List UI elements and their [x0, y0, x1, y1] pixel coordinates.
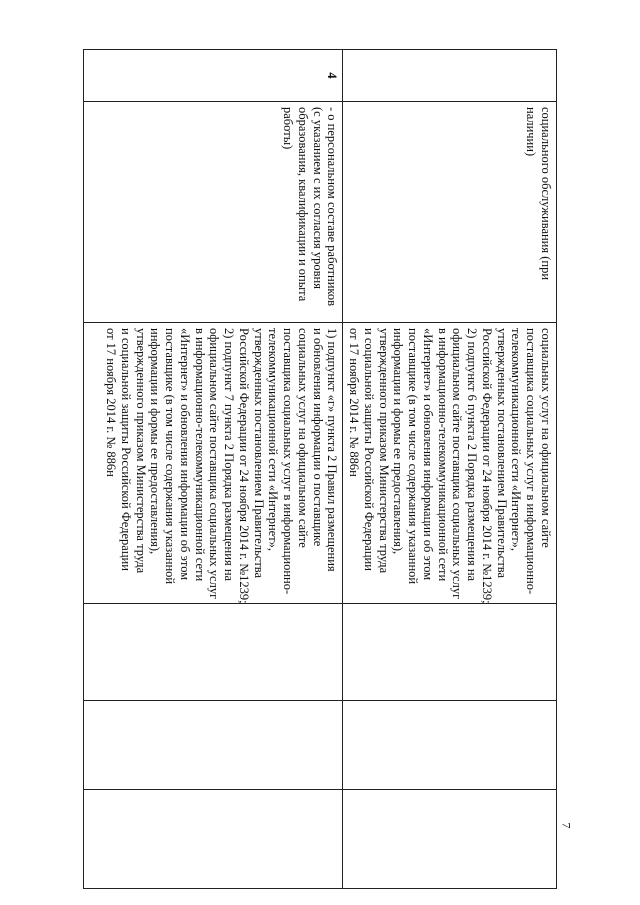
table-row — [343, 50, 557, 889]
source-line: в информационно-телекоммуникационной сети — [192, 328, 207, 582]
criteria-table — [84, 49, 558, 889]
criterion-line: работы) — [281, 107, 296, 150]
row-number-cell — [343, 50, 557, 102]
source-line: социальных услуг на официальном сайте — [296, 328, 310, 548]
source-line: в информационно-телекоммуникационной сети — [435, 328, 450, 582]
empty-cell — [343, 701, 557, 790]
empty-cell — [343, 790, 557, 889]
source-line: поставщике (в том числе содержания указанной — [406, 328, 421, 585]
source-line: от 17 ноября 2014 г. № 886н — [104, 328, 119, 477]
row-number-cell: 4 — [84, 50, 343, 102]
source-line: утвержденного приказом Министерства труда — [376, 328, 391, 574]
source-line: 2) подпункт 6 пункта 2 Порядка размещения на — [465, 328, 480, 582]
source-line: и обновления информации о поставщике — [310, 328, 325, 547]
empty-cell — [84, 701, 343, 790]
legal-source-cell — [84, 323, 343, 604]
source-line: телекоммуникационной сети «Интернет», — [509, 328, 524, 552]
source-line: поставщика социальных услуг в информационно- — [524, 328, 539, 595]
source-line: утвержденных постановлением Правительства — [494, 328, 509, 579]
source-line: поставщика социальных услуг в информационно- — [281, 328, 296, 595]
source-line: 1) подпункт «г» пункта 2 Правил размещения — [325, 328, 340, 572]
source-line: социальных услуг на официальном сайте — [539, 328, 553, 548]
source-line: «Интернет» и обновления информации об этом — [421, 328, 435, 581]
source-line: и социальной защиты Российской Федерации — [119, 328, 133, 571]
criterion-line: образования, квалификации и опыта — [296, 107, 310, 302]
criterion-cell — [84, 102, 343, 323]
source-line: от 17 ноября 2014 г. № 886н — [347, 328, 362, 477]
page-number: 7 — [559, 822, 574, 829]
criterion-line: наличии) — [524, 107, 539, 157]
criterion-line: - о персональном составе работников — [325, 107, 340, 306]
empty-cell — [84, 790, 343, 889]
empty-cell — [84, 604, 343, 701]
source-line: Российской Федерации от 24 ноября 2014 г. №1239; — [237, 328, 251, 604]
source-line: и социальной защиты Российской Федерации — [362, 328, 376, 571]
empty-cell — [343, 604, 557, 701]
source-line: «Интернет» и обновления информации об этом — [178, 328, 192, 581]
source-line: поставщике (в том числе содержания указанной — [163, 328, 178, 585]
criterion-cell — [343, 102, 557, 323]
criterion-line: социального обслуживания (при — [539, 107, 553, 281]
source-line: утвержденного приказом Министерства труда — [133, 328, 148, 574]
criterion-line: (с указанием с их согласия уровня — [310, 107, 325, 289]
source-line: телекоммуникационной сети «Интернет», — [266, 328, 281, 552]
rotated-table-wrapper — [106, 49, 557, 822]
source-line: информации и формы ее предоставления), — [148, 328, 163, 555]
legal-source-cell — [343, 323, 557, 604]
source-line: официальном сайте поставщика социальных услуг — [207, 328, 222, 600]
source-line: утвержденных постановлением Правительства — [251, 328, 266, 579]
source-line: информации и формы ее предоставления), — [391, 328, 406, 555]
source-line: Российской Федерации от 24 ноября 2014 г. №1239; — [480, 328, 494, 604]
table-row — [84, 50, 343, 889]
source-line: официальном сайте поставщика социальных услуг — [450, 328, 465, 600]
source-line: 2) подпункт 7 пункта 2 Порядка размещения на — [222, 328, 237, 582]
